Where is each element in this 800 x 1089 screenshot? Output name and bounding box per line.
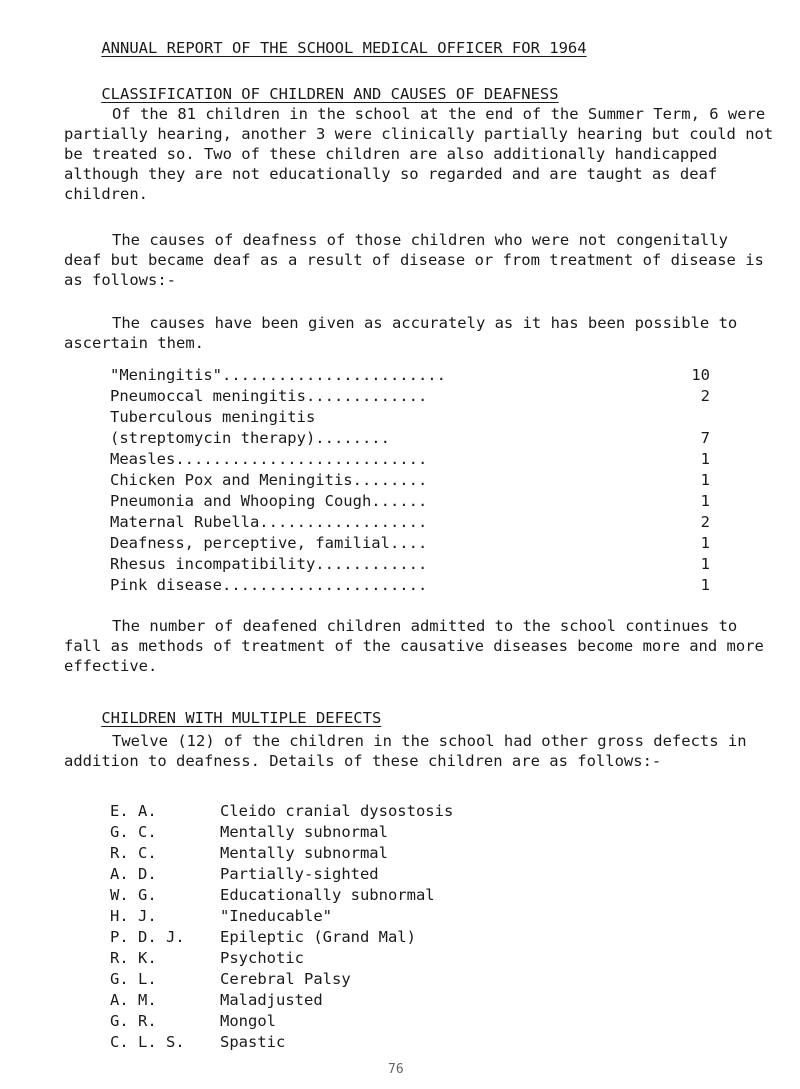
cause-row (110, 533, 710, 553)
cause-count: 10 (691, 366, 710, 384)
cause-row (110, 386, 710, 406)
cause-count: 7 (700, 429, 710, 447)
defect-description: Cerebral Palsy (220, 970, 351, 988)
defect-description: Educationally subnormal (220, 886, 435, 904)
intro-paragraph-1: Of the 81 children in the school at the end of the Summer Term, 6 were partially hearing, another 3 were clinically partially hearing but could not be treated so. Two of these children are also additionally handicapped although they are not educationally so regarded and are taught as deaf children. (64, 105, 774, 203)
multiple-defects-intro: Twelve (12) of the children in the school had other gross defects in addition to deafness. Details of these children are as follows:- (64, 732, 747, 770)
cause-label: Chicken Pox and Meningitis........ (110, 471, 428, 489)
child-initials: R. K. (110, 949, 157, 967)
defect-row (110, 1032, 710, 1052)
cause-label: Maternal Rubella.................. (110, 513, 428, 531)
cause-count: 1 (700, 450, 710, 468)
defect-description: "Ineducable" (220, 907, 332, 925)
defect-row (110, 948, 710, 968)
cause-label: Rhesus incompatibility............ (110, 555, 428, 573)
defect-description: Mongol (220, 1012, 276, 1030)
intro-paragraph-2: The causes of deafness of those children who were not congenitally deaf but became deaf as a result of disease or from treatment of disease is as follows:- (64, 231, 764, 289)
defect-row (110, 990, 710, 1010)
defect-description: Mentally subnormal (220, 823, 388, 841)
intro-paragraph-3: The causes have been given as accurately as it has been possible to ascertain them. (64, 314, 738, 352)
defect-row (110, 801, 710, 821)
cause-label: Measles........................... (110, 450, 428, 468)
defect-description: Cleido cranial dysostosis (220, 802, 454, 820)
cause-count: 2 (700, 387, 710, 405)
cause-count: 1 (700, 555, 710, 573)
child-initials: A. M. (110, 991, 157, 1009)
child-initials: C. L. S. (110, 1033, 185, 1051)
page-number: 76 (388, 1062, 404, 1077)
defect-row (110, 822, 710, 842)
defect-description: Epileptic (Grand Mal) (220, 928, 416, 946)
child-initials: W. G. (110, 886, 157, 904)
defect-description: Spastic (220, 1033, 286, 1051)
defect-row (110, 927, 710, 947)
cause-row (110, 491, 710, 511)
cause-row (110, 554, 710, 574)
cause-row (110, 428, 710, 448)
cause-label: Pink disease...................... (110, 576, 428, 594)
defect-description: Maladjusted (220, 991, 323, 1009)
child-initials: A. D. (110, 865, 157, 883)
after-causes-paragraph: The number of deafened children admitted to the school continues to fall as methods of treatment of the causative diseases become more and more effective. (64, 617, 764, 675)
cause-row (110, 512, 710, 532)
cause-row (110, 449, 710, 469)
cause-label: "Meningitis"........................ (110, 366, 446, 384)
cause-row (110, 407, 710, 427)
defect-row (110, 969, 710, 989)
cause-count: 1 (700, 471, 710, 489)
defect-row (110, 843, 710, 863)
child-initials: P. D. J. (110, 928, 185, 946)
section-title-text: CLASSIFICATION OF CHILDREN AND CAUSES OF DEAFNESS (101, 85, 559, 103)
cause-row (110, 575, 710, 595)
cause-label: Deafness, perceptive, familial.... (110, 534, 428, 552)
child-initials: G. C. (110, 823, 157, 841)
child-initials: E. A. (110, 802, 157, 820)
child-initials: H. J. (110, 907, 157, 925)
running-title-text: ANNUAL REPORT OF THE SCHOOL MEDICAL OFFICER FOR 1964 (101, 39, 587, 57)
defect-description: Mentally subnormal (220, 844, 388, 862)
cause-count: 2 (700, 513, 710, 531)
cause-label: Tuberculous meningitis (110, 408, 316, 426)
cause-label: Pneumonia and Whooping Cough...... (110, 492, 428, 510)
cause-row (110, 470, 710, 490)
cause-count: 1 (700, 492, 710, 510)
defect-description: Partially-sighted (220, 865, 379, 883)
child-initials: R. C. (110, 844, 157, 862)
cause-label: (streptomycin therapy)........ (110, 429, 390, 447)
defect-row (110, 906, 710, 926)
cause-label: Pneumoccal meningitis............. (110, 387, 428, 405)
defect-row (110, 885, 710, 905)
multiple-defects-title-text: CHILDREN WITH MULTIPLE DEFECTS (101, 709, 382, 727)
defect-row (110, 1011, 710, 1031)
cause-row (110, 365, 710, 385)
child-initials: G. R. (110, 1012, 157, 1030)
child-initials: G. L. (110, 970, 157, 988)
cause-count: 1 (700, 576, 710, 594)
cause-count: 1 (700, 534, 710, 552)
defect-description: Psychotic (220, 949, 304, 967)
defect-row (110, 864, 710, 884)
